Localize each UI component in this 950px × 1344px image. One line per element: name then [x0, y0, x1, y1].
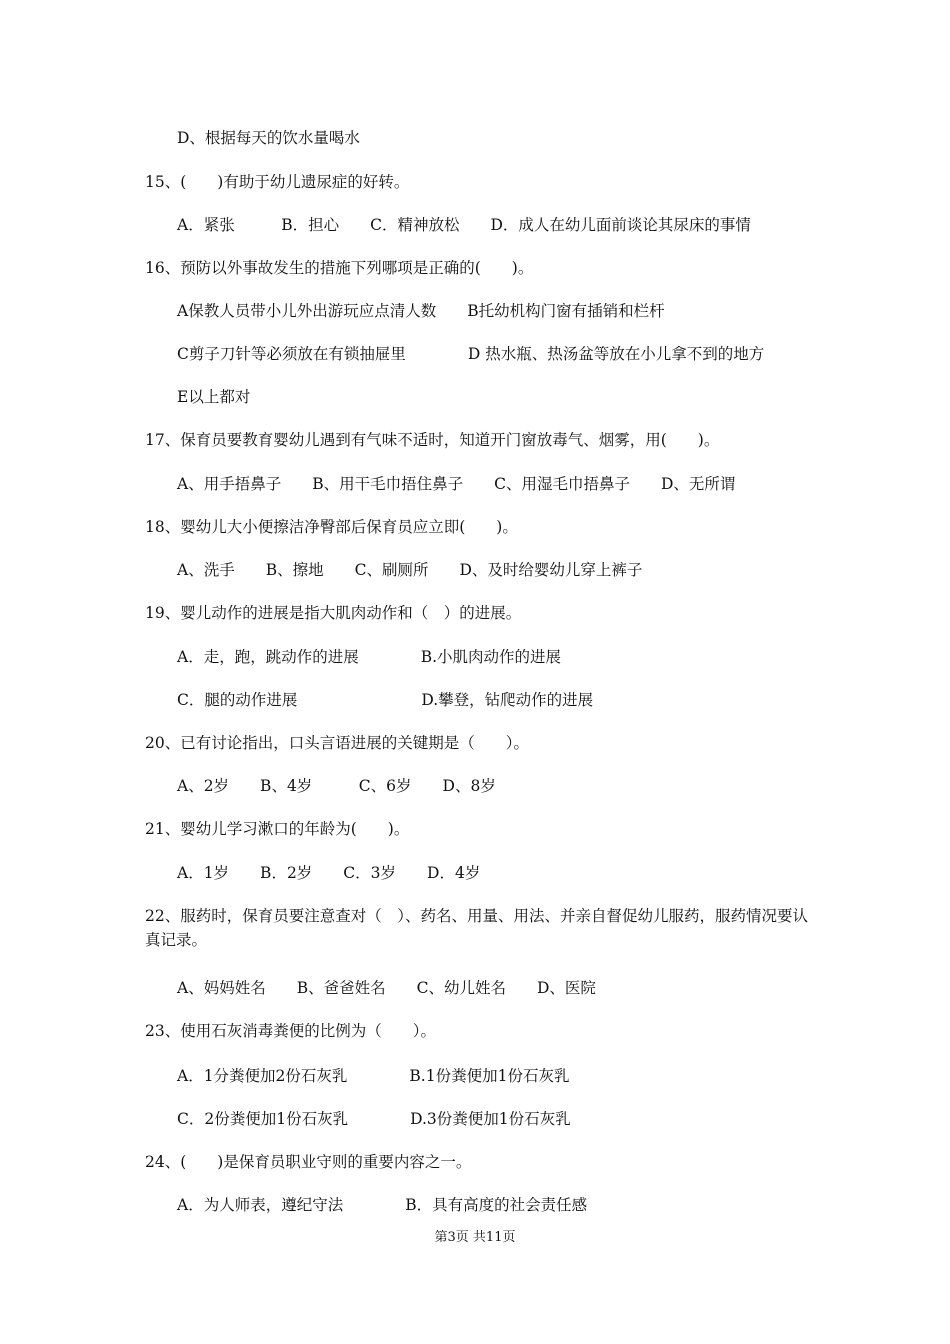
option-line: A．紧张 B．担心 C．精神放松 D．成人在幼儿面前谈论其尿床的事情	[177, 216, 751, 234]
option-line: A保教人员带小儿外出游玩应点清人数 B托幼机构门窗有插销和栏杆	[177, 302, 665, 320]
option-line: A、洗手 B、擦地 C、刷厕所 D、及时给婴幼儿穿上裤子	[177, 561, 643, 579]
page-footer: 第3页 共11页	[434, 1230, 516, 1245]
question-22: 22、服药时，保育员要注意查对（ ）、药名、用量、用法、并亲自督促幼儿服药，服药情况要认真记录。	[145, 907, 808, 949]
question-20: 20、已有讨论指出，口头言语进展的关键期是（ ）。	[145, 734, 529, 752]
option-line: C．腿的动作进展 D.攀登，钻爬动作的进展	[177, 691, 594, 709]
question-16: 16、预防以外事故发生的措施下列哪项是正确的( )。	[145, 259, 534, 277]
question-19: 19、婴儿动作的进展是指大肌肉动作和（ ）的进展。	[145, 604, 522, 622]
option-line: A、妈妈姓名 B、爸爸姓名 C、幼儿姓名 D、医院	[177, 979, 596, 997]
question-23: 23、使用石灰消毒粪便的比例为（ ）。	[145, 1022, 436, 1040]
option-line: A、2岁 B、4岁 C、6岁 D、8岁	[177, 777, 496, 795]
option-line: E以上都对	[177, 388, 251, 406]
option-line: C剪子刀针等必须放在有锁抽屉里 D 热水瓶、热汤盆等放在小儿拿不到的地方	[177, 345, 765, 363]
question-18: 18、婴幼儿大小便擦洁净臀部后保育员应立即( )。	[145, 518, 518, 536]
option-line: A．为人师表，遵纪守法 B．具有高度的社会责任感	[177, 1196, 588, 1214]
option-line: A．1分粪便加2份石灰乳 B.1份粪便加1份石灰乳	[177, 1067, 570, 1085]
question-21: 21、婴幼儿学习漱口的年龄为( )。	[145, 820, 410, 838]
option-line: A．走，跑，跳动作的进展 B.小肌肉动作的进展	[177, 648, 562, 666]
question-17: 17、保育员要教育婴幼儿遇到有气味不适时，知道开门窗放毒气、烟雾，用( )。	[145, 431, 720, 449]
option-line: A、用手捂鼻子 B、用干毛巾捂住鼻子 C、用湿毛巾捂鼻子 D、无所谓	[177, 475, 736, 493]
question-15: 15、( )有助于幼儿遗尿症的好转。	[145, 173, 410, 191]
question-24: 24、( )是保育员职业守则的重要内容之一。	[145, 1153, 472, 1171]
option-line: D、根据每天的饮水量喝水	[177, 129, 360, 147]
option-line: C．2份粪便加1份石灰乳 D.3份粪便加1份石灰乳	[177, 1110, 571, 1128]
option-line: A．1岁 B．2岁 C．3岁 D．4岁	[177, 864, 481, 882]
